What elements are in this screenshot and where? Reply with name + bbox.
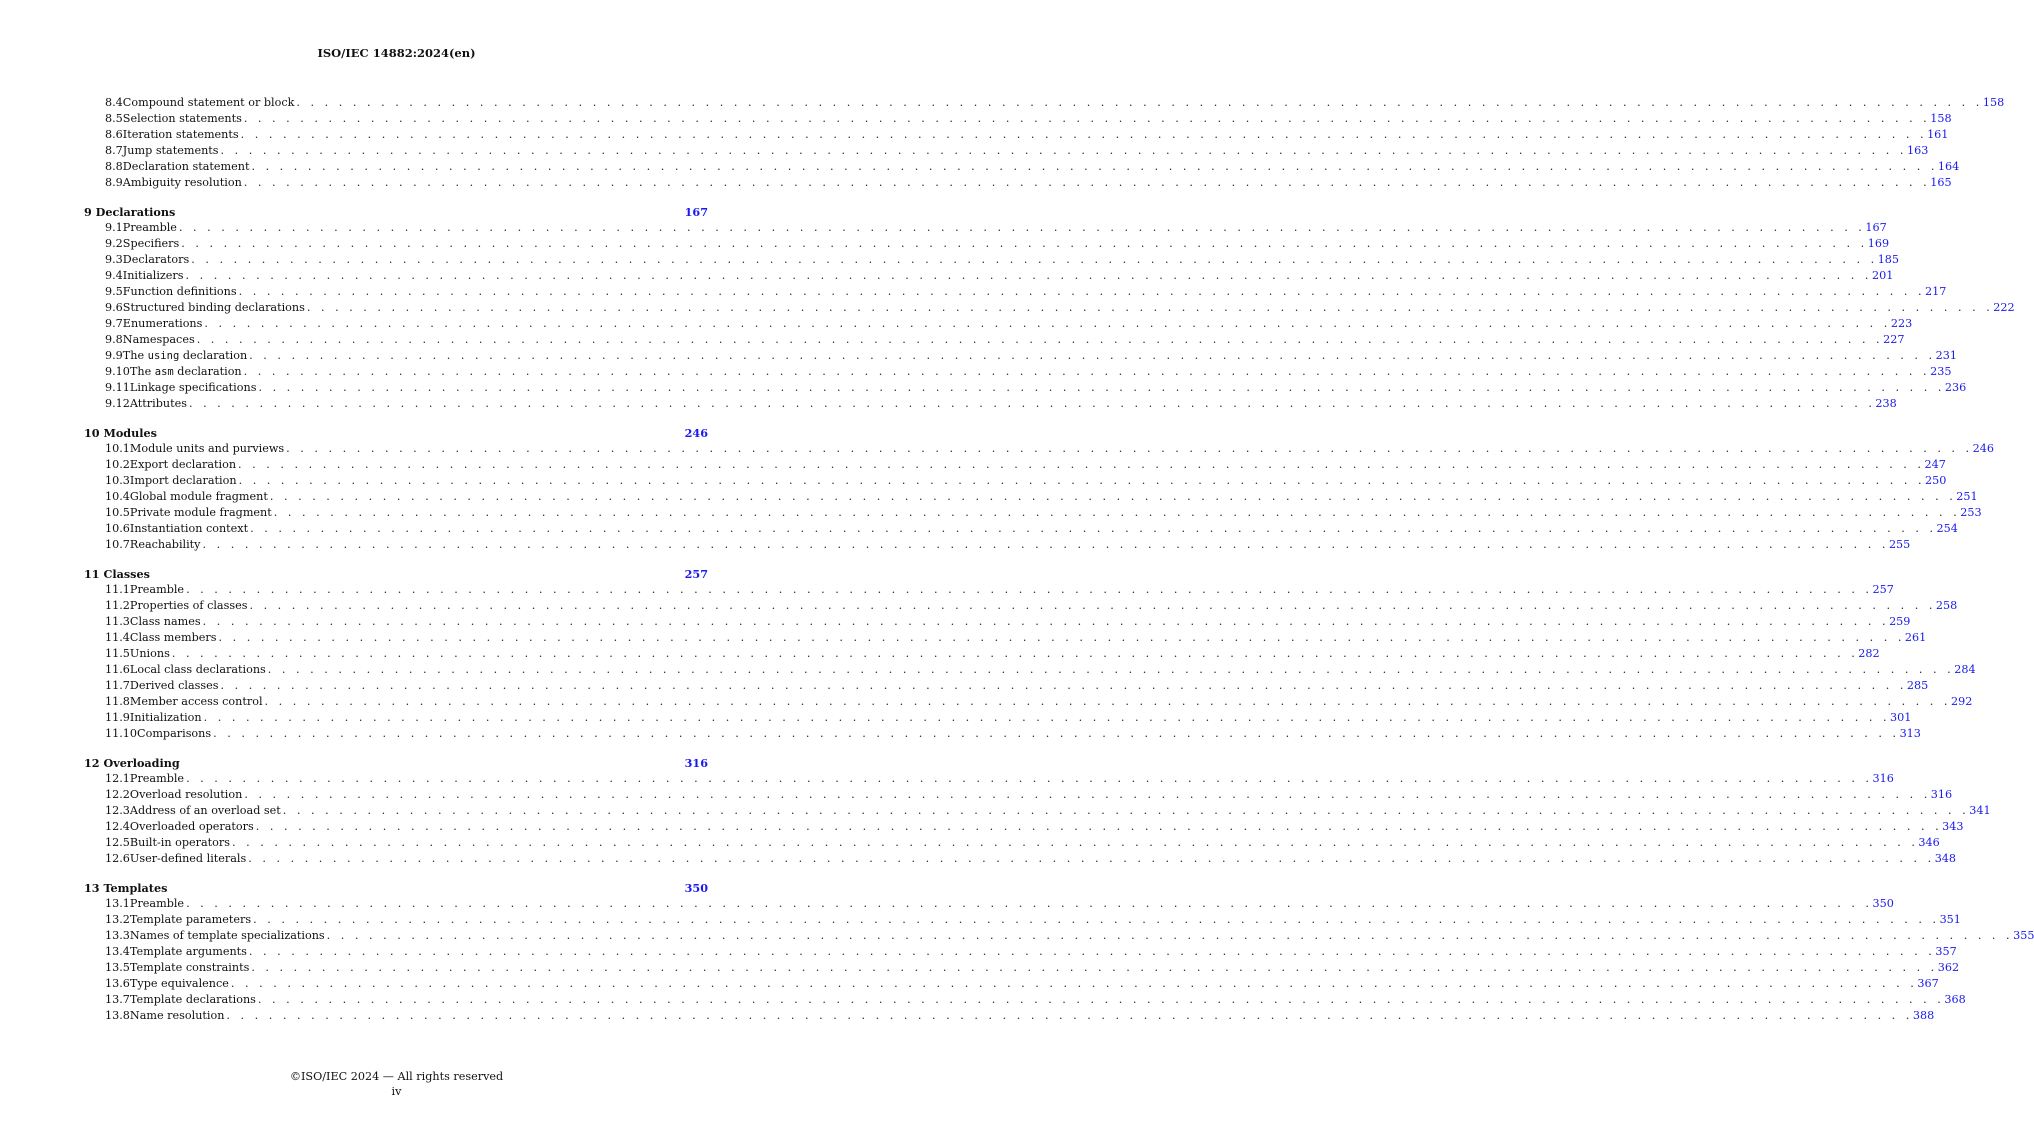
chapter-link[interactable] (84, 204, 708, 220)
toc-entry[interactable] (84, 710, 1912, 726)
section-number: 8.8 (105, 160, 123, 173)
toc-entry[interactable] (84, 143, 1929, 159)
section-number: 11.2 (105, 599, 130, 612)
section-number: 10.2 (105, 458, 130, 471)
section-title-keyword: using (147, 350, 180, 362)
section-number: 8.7 (105, 144, 123, 157)
section-number: 9.7 (105, 317, 123, 330)
section-title: Ambiguity resolution (122, 176, 242, 189)
section-number: 8.9 (105, 176, 123, 189)
section-number: 13.8 (105, 1009, 130, 1022)
section-title: Compound statement or block (122, 96, 295, 109)
page-number-link[interactable]: 362 (1937, 961, 1960, 974)
section-title: Structured binding declarations (122, 301, 305, 314)
dot-leader: . . . . . . . . . . . . . . . . . . . . . . . . . . . . . . . . . . . . . . . . . . . . . . . . . . . . . . . . . . . . . . . . . . . . . . . . . . . . . . . . . . . . . . . . . . . . . . . . . . . . . . . . . . . . . . . . . . . . . . . . (269, 490, 1957, 503)
section-number: 12.2 (105, 788, 130, 801)
section-number: 8.4 (105, 96, 123, 109)
toc-entry[interactable] (84, 284, 1947, 300)
toc-entry[interactable] (84, 646, 1880, 662)
dot-leader: . . . . . . . . . . . . . . . . . . . . . . . . . . . . . . . . . . . . . . . . . . . . . . . . . . . . . . . . . . . . . . . . . . . . . . . . . . . . . . . . . . . . . . . . . . . . . . . . . . . . . . . . . . . . . . . . . . . . . . . . (253, 913, 1940, 926)
section-number: 9.10 (105, 365, 130, 378)
section-title: Preamble (129, 897, 185, 910)
section-title-suffix: declaration (179, 349, 248, 362)
section-number: 11.10 (105, 727, 138, 740)
page-number-link[interactable]: 253 (1960, 506, 1982, 519)
dot-leader: . . . . . . . . . . . . . . . . . . . . . . . . . . . . . . . . . . . . . . . . . . . . . . . . . . . . . . . . . . . . . . . . . . . . . . . . . . . . . . . . . . . . . . . . . . . . . . . . . . . . . . . . . . . . . . . . . . . . . . . . (243, 176, 1931, 189)
toc-entry[interactable] (84, 803, 1991, 819)
chapter-title: 11 Classes (84, 567, 150, 581)
section-title: Global module fragment (129, 490, 268, 503)
toc-section (84, 880, 2034, 1024)
chapter-title: 9 Declarations (84, 205, 176, 219)
section-number: 13.2 (105, 913, 130, 926)
section-title: Template constraints (129, 961, 250, 974)
section-number: 8.6 (105, 128, 123, 141)
section-number: 13.3 (105, 929, 130, 942)
section-title: Preamble (129, 772, 185, 785)
table-of-contents (84, 95, 2034, 1037)
page-number-link[interactable]: 368 (1944, 993, 1966, 1006)
section-number: 11.9 (105, 711, 130, 724)
section-number: 13.4 (105, 945, 130, 958)
section-number: 11.6 (105, 663, 130, 676)
toc-entry[interactable] (84, 268, 1894, 284)
toc-section (84, 204, 2015, 412)
dot-leader: . . . . . . . . . . . . . . . . . . . . . . . . . . . . . . . . . . . . . . . . . . . . . . . . . . . . . . . . . . . . . . . . . . . . . . . . . . . . . . . . . . . . . . . . . . . . . . . . . . . . . . . . . . . . . . . . . . . . . . . . (181, 237, 1868, 250)
section-number: 10.3 (105, 474, 130, 487)
toc-entry[interactable] (84, 473, 1947, 489)
page-number-link[interactable]: 355 (2013, 929, 2034, 942)
chapter-page-link[interactable]: 246 (684, 426, 708, 440)
dot-leader: . . . . . . . . . . . . . . . . . . . . . . . . . . . . . . . . . . . . . . . . . . . . . . . . . . . . . . . . . . . . . . . . . . . . . . . . . . . . . . . . . . . . . . . . . . . . . . . . . . . . . . . . . . . . . . . . . . . . . . . . (191, 253, 1878, 266)
section-title: Comparisons (137, 727, 212, 740)
page-number-link[interactable]: 231 (1935, 349, 1957, 362)
page-number-link[interactable]: 201 (1871, 269, 1894, 282)
chapter-page-link[interactable]: 167 (684, 205, 708, 219)
section-title: Class members (129, 631, 217, 644)
page-number-link[interactable]: 164 (1937, 160, 1960, 173)
dot-leader: . . . . . . . . . . . . . . . . . . . . . . . . . . . . . . . . . . . . . . . . . . . . . . . . . . . . . . . . . . . . . . . . . . . . . . . . . . . . . . . . . . . . . . . . . . . . . . . . . . . . . . . . . . . . . . . . . . . . . . . . (220, 679, 1907, 692)
dot-leader: . . . . . . . . . . . . . . . . . . . . . . . . . . . . . . . . . . . . . . . . . . . . . . . . . . . . . . . . . . . . . . . . . . . . . . . . . . . . . . . . . . . . . . . . . . . . . . . . . . . . . . . . . . . . . . . . . . . . . . . . (240, 128, 1928, 141)
dot-leader: . . . . . . . . . . . . . . . . . . . . . . . . . . . . . . . . . . . . . . . . . . . . . . . . . . . . . . . . . . . . . . . . . . . . . . . . . . . . . . . . . . . . . . . . . . . . . . . . . . . . . . . . . . . . . . . . . . . . . . . . (230, 977, 1918, 990)
section-title: Declaration statement (122, 160, 250, 173)
chapter-page-link[interactable]: 316 (684, 756, 708, 770)
section-number: 11.5 (105, 647, 130, 660)
dot-leader: . . . . . . . . . . . . . . . . . . . . . . . . . . . . . . . . . . . . . . . . . . . . . . . . . . . . . . . . . . . . . . . . . . . . . . . . . . . . . . . . . . . . . . . . . . . . . . . . . . . . . . . . . . . . . . . . . . . . . . . . (204, 317, 1891, 330)
section-number: 10.6 (105, 522, 130, 535)
dot-leader: . . . . . . . . . . . . . . . . . . . . . . . . . . . . . . . . . . . . . . . . . . . . . . . . . . . . . . . . . . . . . . . . . . . . . . . . . . . . . . . . . . . . . . . . . . . . . . . . . . . . . . . . . . . . . . . . . . . . . . . . (282, 804, 1970, 817)
dot-leader: . . . . . . . . . . . . . . . . . . . . . . . . . . . . . . . . . . . . . . . . . . . . . . . . . . . . . . . . . . . . . . . . . . . . . . . . . . . . . . . . . . . . . . . . . . . . . . . . . . . . . . . . . . . . . . . . . . . . . . . . (238, 458, 1925, 471)
section-number: 12.3 (105, 804, 130, 817)
section-number: 9.3 (105, 253, 123, 266)
toc-entry[interactable] (84, 127, 1949, 143)
toc-entry[interactable] (84, 694, 1973, 710)
page-number-link[interactable]: 254 (1936, 522, 1958, 535)
dot-leader: . . . . . . . . . . . . . . . . . . . . . . . . . . . . . . . . . . . . . . . . . . . . . . . . . . . . . . . . . . . . . . . . . . . . . . . . . . . . . . . . . . . . . . . . . . . . . . . . . . . . . . . . . . . . . . . . . . . . . . . . (249, 599, 1936, 612)
toc-entry[interactable] (84, 896, 1894, 912)
toc-section (84, 755, 1991, 867)
section-number: 9.11 (105, 381, 130, 394)
section-number: 12.5 (105, 836, 130, 849)
toc-entry[interactable] (84, 614, 1911, 630)
toc-entry[interactable] (84, 236, 1890, 252)
dot-leader: . . . . . . . . . . . . . . . . . . . . . . . . . . . . . . . . . . . . . . . . . . . . . . . . . . . . . . . . . . . . . . . . . . . . . . . . . . . . . . . . . . . . . . . . . . . . . . . . . . . . . . . . . . . . . . . . . . . . . . . . (203, 711, 1891, 724)
section-number: 10.4 (105, 490, 130, 503)
section-number: 13.6 (105, 977, 130, 990)
page-number-link[interactable]: 258 (1935, 599, 1958, 612)
dot-leader: . . . . . . . . . . . . . . . . . . . . . . . . . . . . . . . . . . . . . . . . . . . . . . . . . . . . . . . . . . . . . . . . . . . . . . . . . . . . . . . . . . . . . . . . . . . . . . . . . . . . . . . . . . . . . . . . . . . . . . . . (186, 583, 1873, 596)
chapter-link[interactable] (84, 880, 708, 896)
toc-entry[interactable] (84, 300, 2015, 316)
page-number-link[interactable]: 165 (1930, 176, 1952, 189)
toc-entry[interactable] (84, 835, 1940, 851)
toc-entry[interactable] (84, 489, 1978, 505)
dot-leader: . . . . . . . . . . . . . . . . . . . . . . . . . . . . . . . . . . . . . . . . . . . . . . . . . . . . . . . . . . . . . . . . . . . . . . . . . . . . . . . . . . . . . . . . . . . . . . . . . . . . . . . . . . . . . . . . . . . . . . . . (267, 663, 1955, 676)
page-number-link[interactable]: 313 (1899, 727, 1921, 740)
page-number-link[interactable]: 348 (1934, 852, 1957, 865)
section-number: 8.5 (105, 112, 123, 125)
section-title: Type equivalence (129, 977, 229, 990)
dot-leader: . . . . . . . . . . . . . . . . . . . . . . . . . . . . . . . . . . . . . . . . . . . . . . . . . . . . . . . . . . . . . . . . . . . . . . . . . . . . . . . . . . . . . . . . . . . . . . . . . . . . . . . . . . . . . . . . . . . . . . . . (186, 897, 1873, 910)
section-title: Preamble (122, 221, 177, 234)
section-title: Iteration statements (122, 128, 239, 141)
chapter-title: 13 Templates (84, 881, 168, 895)
toc-entry[interactable] (84, 95, 2005, 111)
dot-leader: . . . . . . . . . . . . . . . . . . . . . . . . . . . . . . . . . . . . . . . . . . . . . . . . . . . . . . . . . . . . . . . . . . . . . . . . . . . . . . . . . . . . . . . . . . . . . . . . . . . . . . . . . . . . . . . . . . . . . . . . (202, 615, 1890, 628)
section-title: Initialization (129, 711, 202, 724)
dot-leader: . . . . . . . . . . . . . . . . . . . . . . . . . . . . . . . . . . . . . . . . . . . . . . . . . . . . . . . . . . . . . . . . . . . . . . . . . . . . . . . . . . . . . . . . . . . . . . . . . . . . . . . . . . . . . . . . . . . . . . . . (178, 221, 1866, 234)
page-number-link[interactable]: 292 (1950, 695, 1973, 708)
page-number-link[interactable]: 301 (1890, 711, 1912, 724)
page-number-link[interactable]: 250 (1925, 474, 1947, 487)
dot-leader: . . . . . . . . . . . . . . . . . . . . . . . . . . . . . . . . . . . . . . . . . . . . . . . . . . . . . . . . . . . . . . . . . . . . . . . . . . . . . . . . . . . . . . . . . . . . . . . . . . . . . . . . . . . . . . . . . . . . . . . . (243, 365, 1931, 378)
toc-section (84, 95, 2005, 191)
toc-entry[interactable] (84, 787, 1953, 803)
section-title: Overloaded operators (129, 820, 254, 833)
section-title-prefix: The (122, 349, 148, 362)
section-title: Function definitions (122, 285, 237, 298)
dot-leader: . . . . . . . . . . . . . . . . . . . . . . . . . . . . . . . . . . . . . . . . . . . . . . . . . . . . . . . . . . . . . . . . . . . . . . . . . . . . . . . . . . . . . . . . . . . . . . . . . . . . . . . . . . . . . . . . . . . . . . . . (248, 852, 1935, 865)
dot-leader: . . . . . . . . . . . . . . . . . . . . . . . . . . . . . . . . . . . . . . . . . . . . . . . . . . . . . . . . . . . . . . . . . . . . . . . . . . . . . . . . . . . . . . . . . . . . . . . . . . . . . . . . . . . . . . . . . . . . . . . . (306, 301, 1994, 314)
section-number: 12.1 (105, 772, 130, 785)
section-title: Names of template specializations (129, 929, 325, 942)
toc-entry[interactable] (84, 976, 1939, 992)
section-title: Module units and purviews (129, 442, 285, 455)
dot-leader: . . . . . . . . . . . . . . . . . . . . . . . . . . . . . . . . . . . . . . . . . . . . . . . . . . . . . . . . . . . . . . . . . . . . . . . . . . . . . . . . . . . . . . . . . . . . . . . . . . . . . . . . . . . . . . . . . . . . . . . . (244, 788, 1931, 801)
section-number: 9.5 (105, 285, 123, 298)
section-title: Class names (129, 615, 201, 628)
dot-leader: . . . . . . . . . . . . . . . . . . . . . . . . . . . . . . . . . . . . . . . . . . . . . . . . . . . . . . . . . . . . . . . . . . . . . . . . . . . . . . . . . . . . . . . . . . . . . . . . . . . . . . . . . . . . . . . . . . . . . . . . (251, 160, 1938, 173)
toc-entry[interactable] (84, 441, 1994, 457)
section-title: Address of an overload set (129, 804, 281, 817)
section-title (123, 348, 249, 364)
section-title: Properties of classes (129, 599, 248, 612)
toc-entry[interactable] (84, 630, 1927, 646)
section-number: 11.3 (105, 615, 130, 628)
page-number-link[interactable]: 222 (1993, 301, 2015, 314)
section-title: Initializers (122, 269, 184, 282)
page-number-link[interactable]: 341 (1969, 804, 1991, 817)
dot-leader: . . . . . . . . . . . . . . . . . . . . . . . . . . . . . . . . . . . . . . . . . . . . . . . . . . . . . . . . . . . . . . . . . . . . . . . . . . . . . . . . . . . . . . . . . . . . . . . . . . . . . . . . . . . . . . . . . . . . . . . . (196, 333, 1884, 346)
section-number: 13.1 (105, 897, 130, 910)
dot-leader: . . . . . . . . . . . . . . . . . . . . . . . . . . . . . . . . . . . . . . . . . . . . . . . . . . . . . . . . . . . . . . . . . . . . . . . . . . . . . . . . . . . . . . . . . . . . . . . . . . . . . . . . . . . . . . . . . . . . . . . . (238, 285, 1926, 298)
page-number-link[interactable]: 367 (1917, 977, 1939, 990)
dot-leader: . . . . . . . . . . . . . . . . . . . . . . . . . . . . . . . . . . . . . . . . . . . . . . . . . . . . . . . . . . . . . . . . . . . . . . . . . . . . . . . . . . . . . . . . . . . . . . . . . . . . . . . . . . . . . . . . . . . . . . . . (255, 820, 1943, 833)
page-number-link[interactable]: 284 (1954, 663, 1976, 676)
chapter-page-link[interactable]: 257 (684, 567, 708, 581)
section-title (130, 364, 244, 380)
toc-entry[interactable] (84, 111, 1952, 127)
toc-entry[interactable] (84, 396, 1897, 412)
section-title-suffix: declaration (173, 365, 242, 378)
section-title: Template declarations (129, 993, 256, 1006)
section-number: 9.2 (105, 237, 123, 250)
section-title: Unions (129, 647, 170, 660)
page-number-link[interactable]: 169 (1867, 237, 1890, 250)
page-number-link[interactable]: 246 (1972, 442, 1994, 455)
section-number: 11.4 (105, 631, 130, 644)
page-number-link[interactable]: 247 (1924, 458, 1946, 471)
section-title: Member access control (129, 695, 263, 708)
section-number: 10.1 (105, 442, 130, 455)
dot-leader: . . . . . . . . . . . . . . . . . . . . . . . . . . . . . . . . . . . . . . . . . . . . . . . . . . . . . . . . . . . . . . . . . . . . . . . . . . . . . . . . . . . . . . . . . . . . . . . . . . . . . . . . . . . . . . . . . . . . . . . . (250, 522, 1937, 535)
section-title: Preamble (129, 583, 185, 596)
section-number: 9.4 (105, 269, 123, 282)
dot-leader: . . . . . . . . . . . . . . . . . . . . . . . . . . . . . . . . . . . . . . . . . . . . . . . . . . . . . . . . . . . . . . . . . . . . . . . . . . . . . . . . . . . . . . . . . . . . . . . . . . . . . . . . . . . . . . . . . . . . . . . . (220, 144, 1907, 157)
toc-entry[interactable] (84, 912, 1961, 928)
page-number-link[interactable]: 251 (1956, 490, 1978, 503)
dot-leader: . . . . . . . . . . . . . . . . . . . . . . . . . . . . . . . . . . . . . . . . . . . . . . . . . . . . . . . . . . . . . . . . . . . . . . . . . . . . . . . . . . . . . . . . . . . . . . . . . . . . . . . . . . . . . . . . . . . . . . . . (296, 96, 1983, 109)
page-number-link[interactable]: 163 (1906, 144, 1929, 157)
toc-entry[interactable] (84, 505, 1982, 521)
dot-leader: . . . . . . . . . . . . . . . . . . . . . . . . . . . . . . . . . . . . . . . . . . . . . . . . . . . . . . . . . . . . . . . . . . . . . . . . . . . . . . . . . . . . . . . . . . . . . . . . . . . . . . . . . . . . . . . . . . . . . . . . (264, 695, 1951, 708)
toc-section (84, 566, 1976, 742)
toc-entry[interactable] (84, 175, 1952, 191)
section-title: Enumerations (122, 317, 203, 330)
section-title: Import declaration (129, 474, 237, 487)
page-number-link[interactable]: 185 (1877, 253, 1900, 266)
section-number: 13.7 (105, 993, 130, 1006)
toc-entry[interactable] (84, 1008, 1935, 1024)
page-number-link[interactable]: 285 (1906, 679, 1929, 692)
page-number-link[interactable]: 257 (1872, 583, 1894, 596)
toc-entry[interactable] (84, 819, 1964, 835)
page-number-link[interactable]: 158 (1930, 112, 1952, 125)
section-number: 9.9 (105, 349, 123, 362)
toc-entry[interactable] (84, 944, 1957, 960)
section-title: Reachability (129, 538, 201, 551)
section-title: Template arguments (129, 945, 247, 958)
toc-entry[interactable] (84, 726, 1921, 742)
dot-leader: . . . . . . . . . . . . . . . . . . . . . . . . . . . . . . . . . . . . . . . . . . . . . . . . . . . . . . . . . . . . . . . . . . . . . . . . . . . . . . . . . . . . . . . . . . . . . . . . . . . . . . . . . . . . . . . . . . . . . . . . (188, 397, 1876, 410)
dot-leader: . . . . . . . . . . . . . . . . . . . . . . . . . . . . . . . . . . . . . . . . . . . . . . . . . . . . . . . . . . . . . . . . . . . . . . . . . . . . . . . . . . . . . . . . . . . . . . . . . . . . . . . . . . . . . . . . . . . . . . . . (186, 772, 1873, 785)
page-number-link[interactable]: 261 (1904, 631, 1927, 644)
dot-leader: . . . . . . . . . . . . . . . . . . . . . . . . . . . . . . . . . . . . . . . . . . . . . . . . . . . . . . . . . . . . . . . . . . . . . . . . . . . . . . . . . . . . . . . . . . . . . . . . . . . . . . . . . . . . . . . . . . . . . . . . (248, 945, 1936, 958)
chapter-page-link[interactable]: 350 (684, 881, 708, 895)
toc-entry[interactable] (84, 316, 1913, 332)
section-number: 11.8 (105, 695, 130, 708)
page-footer (0, 1069, 793, 1099)
page-number-link[interactable]: 167 (1865, 221, 1887, 234)
section-title: Local class declarations (129, 663, 266, 676)
page-number-link[interactable]: 343 (1942, 820, 1964, 833)
page-number-link[interactable]: 351 (1939, 913, 1961, 926)
section-number: 9.8 (105, 333, 123, 346)
chapter-link[interactable] (84, 425, 708, 441)
section-number: 11.7 (105, 679, 130, 692)
page-number-link[interactable]: 350 (1872, 897, 1894, 910)
section-title: Name resolution (129, 1009, 225, 1022)
toc-entry[interactable] (84, 252, 1900, 268)
toc-entry[interactable] (84, 662, 1976, 678)
toc-entry[interactable] (84, 364, 1952, 380)
dot-leader: . . . . . . . . . . . . . . . . . . . . . . . . . . . . . . . . . . . . . . . . . . . . . . . . . . . . . . . . . . . . . . . . . . . . . . . . . . . . . . . . . . . . . . . . . . . . . . . . . . . . . . . . . . . . . . . . . . . . . . . . (243, 112, 1931, 125)
dot-leader: . . . . . . . . . . . . . . . . . . . . . . . . . . . . . . . . . . . . . . . . . . . . . . . . . . . . . . . . . . . . . . . . . . . . . . . . . . . . . . . . . . . . . . . . . . . . . . . . . . . . . . . . . . . . . . . . . . . . . . . . (238, 474, 1926, 487)
section-number: 9.6 (105, 301, 123, 314)
page-number-link[interactable]: 161 (1927, 128, 1949, 141)
section-number: 12.4 (105, 820, 130, 833)
section-title: Built-in operators (129, 836, 230, 849)
toc-entry[interactable] (84, 771, 1894, 787)
section-title: Linkage specifications (129, 381, 257, 394)
page-number: iv (391, 1085, 402, 1098)
section-number: 11.1 (105, 583, 130, 596)
toc-entry[interactable] (84, 537, 1911, 553)
dot-leader: . . . . . . . . . . . . . . . . . . . . . . . . . . . . . . . . . . . . . . . . . . . . . . . . . . . . . . . . . . . . . . . . . . . . . . . . . . . . . . . . . . . . . . . . . . . . . . . . . . . . . . . . . . . . . . . . . . . . . . . . (249, 349, 1936, 362)
section-title: Export declaration (129, 458, 237, 471)
toc-entry[interactable] (84, 521, 1958, 537)
chapter-link[interactable] (84, 755, 708, 771)
section-title: Declarators (122, 253, 190, 266)
section-title: Attributes (129, 397, 187, 410)
toc-entry[interactable] (84, 928, 2034, 944)
section-title: Instantiation context (129, 522, 249, 535)
page-number-link[interactable]: 236 (1944, 381, 1967, 394)
dot-leader: . . . . . . . . . . . . . . . . . . . . . . . . . . . . . . . . . . . . . . . . . . . . . . . . . . . . . . . . . . . . . . . . . . . . . . . . . . . . . . . . . . . . . . . . . . . . . . . . . . . . . . . . . . . . . . . . . . . . . . . . (326, 929, 2014, 942)
page-number-link[interactable]: 282 (1858, 647, 1880, 660)
section-title-prefix: The (129, 365, 155, 378)
section-title: Selection statements (122, 112, 242, 125)
page-number-link[interactable]: 357 (1935, 945, 1957, 958)
page-number-link[interactable]: 316 (1930, 788, 1953, 801)
section-number: 10.7 (105, 538, 130, 551)
chapter-title: 10 Modules (84, 426, 157, 440)
dot-leader: . . . . . . . . . . . . . . . . . . . . . . . . . . . . . . . . . . . . . . . . . . . . . . . . . . . . . . . . . . . . . . . . . . . . . . . . . . . . . . . . . . . . . . . . . . . . . . . . . . . . . . . . . . . . . . . . . . . . . . . . (257, 993, 1945, 1006)
page-number-link[interactable]: 388 (1912, 1009, 1935, 1022)
dot-leader: . . . . . . . . . . . . . . . . . . . . . . . . . . . . . . . . . . . . . . . . . . . . . . . . . . . . . . . . . . . . . . . . . . . . . . . . . . . . . . . . . . . . . . . . . . . . . . . . . . . . . . . . . . . . . . . . . . . . . . . . (171, 647, 1859, 660)
toc-entry[interactable] (84, 582, 1894, 598)
page-number-link[interactable]: 259 (1889, 615, 1911, 628)
toc-entry[interactable] (84, 220, 1887, 236)
toc-section (84, 425, 1994, 553)
toc-entry[interactable] (84, 159, 1960, 175)
chapter-link[interactable] (84, 566, 708, 582)
dot-leader: . . . . . . . . . . . . . . . . . . . . . . . . . . . . . . . . . . . . . . . . . . . . . . . . . . . . . . . . . . . . . . . . . . . . . . . . . . . . . . . . . . . . . . . . . . . . . . . . . . . . . . . . . . . . . . . . . . . . . . . . (251, 961, 1938, 974)
section-title: Namespaces (122, 333, 195, 346)
section-title: User-defined literals (129, 852, 247, 865)
page-number-link[interactable]: 316 (1872, 772, 1894, 785)
section-title: Specifiers (122, 237, 180, 250)
copyright-notice: ©ISO/IEC 2024 — All rights reserved (289, 1070, 504, 1083)
page-number-link[interactable]: 255 (1888, 538, 1911, 551)
dot-leader: . . . . . . . . . . . . . . . . . . . . . . . . . . . . . . . . . . . . . . . . . . . . . . . . . . . . . . . . . . . . . . . . . . . . . . . . . . . . . . . . . . . . . . . . . . . . . . . . . . . . . . . . . . . . . . . . . . . . . . . . (273, 506, 1961, 519)
toc-entry[interactable] (84, 380, 1967, 396)
section-number: 12.6 (105, 852, 130, 865)
page-number-link[interactable]: 223 (1890, 317, 1913, 330)
dot-leader: . . . . . . . . . . . . . . . . . . . . . . . . . . . . . . . . . . . . . . . . . . . . . . . . . . . . . . . . . . . . . . . . . . . . . . . . . . . . . . . . . . . . . . . . . . . . . . . . . . . . . . . . . . . . . . . . . . . . . . . . (226, 1009, 1913, 1022)
section-number: 13.5 (105, 961, 130, 974)
document-header: ISO/IEC 14882:2024(en) (317, 46, 476, 60)
dot-leader: . . . . . . . . . . . . . . . . . . . . . . . . . . . . . . . . . . . . . . . . . . . . . . . . . . . . . . . . . . . . . . . . . . . . . . . . . . . . . . . . . . . . . . . . . . . . . . . . . . . . . . . . . . . . . . . . . . . . . . . . (185, 269, 1872, 282)
dot-leader: . . . . . . . . . . . . . . . . . . . . . . . . . . . . . . . . . . . . . . . . . . . . . . . . . . . . . . . . . . . . . . . . . . . . . . . . . . . . . . . . . . . . . . . . . . . . . . . . . . . . . . . . . . . . . . . . . . . . . . . . (218, 631, 1905, 644)
page-number-link[interactable]: 346 (1918, 836, 1940, 849)
section-title: Derived classes (129, 679, 219, 692)
dot-leader: . . . . . . . . . . . . . . . . . . . . . . . . . . . . . . . . . . . . . . . . . . . . . . . . . . . . . . . . . . . . . . . . . . . . . . . . . . . . . . . . . . . . . . . . . . . . . . . . . . . . . . . . . . . . . . . . . . . . . . . . (286, 442, 1973, 455)
page-number-link[interactable]: 235 (1930, 365, 1952, 378)
section-title: Template parameters (129, 913, 252, 926)
section-number: 10.5 (105, 506, 130, 519)
toc-entry[interactable] (84, 992, 1966, 1008)
chapter-title: 12 Overloading (84, 756, 180, 770)
dot-leader: . . . . . . . . . . . . . . . . . . . . . . . . . . . . . . . . . . . . . . . . . . . . . . . . . . . . . . . . . . . . . . . . . . . . . . . . . . . . . . . . . . . . . . . . . . . . . . . . . . . . . . . . . . . . . . . . . . . . . . . . (202, 538, 1889, 551)
toc-entry[interactable] (84, 457, 1946, 473)
dot-leader: . . . . . . . . . . . . . . . . . . . . . . . . . . . . . . . . . . . . . . . . . . . . . . . . . . . . . . . . . . . . . . . . . . . . . . . . . . . . . . . . . . . . . . . . . . . . . . . . . . . . . . . . . . . . . . . . . . . . . . . . (258, 381, 1945, 394)
dot-leader: . . . . . . . . . . . . . . . . . . . . . . . . . . . . . . . . . . . . . . . . . . . . . . . . . . . . . . . . . . . . . . . . . . . . . . . . . . . . . . . . . . . . . . . . . . . . . . . . . . . . . . . . . . . . . . . . . . . . . . . . (231, 836, 1919, 849)
page-number-link[interactable]: 217 (1925, 285, 1947, 298)
toc-entry[interactable] (84, 332, 1905, 348)
section-number: 9.12 (105, 397, 130, 410)
toc-entry[interactable] (84, 851, 1957, 867)
section-title: Overload resolution (129, 788, 243, 801)
page-number-link[interactable]: 238 (1875, 397, 1897, 410)
toc-entry[interactable] (84, 678, 1929, 694)
section-number: 9.1 (105, 221, 123, 234)
dot-leader: . . . . . . . . . . . . . . . . . . . . . . . . . . . . . . . . . . . . . . . . . . . . . . . . . . . . . . . . . . . . . . . . . . . . . . . . . . . . . . . . . . . . . . . . . . . . . . . . . . . . . . . . . . . . . . . . . . . . . . . . (213, 727, 1900, 740)
toc-entry[interactable] (84, 598, 1958, 614)
toc-entry[interactable] (84, 348, 1957, 364)
section-title: Jump statements (122, 144, 219, 157)
page-number-link[interactable]: 227 (1883, 333, 1905, 346)
page-number-link[interactable]: 158 (1982, 96, 2005, 109)
section-title: Private module fragment (129, 506, 272, 519)
section-title-keyword: asm (154, 366, 174, 378)
toc-entry[interactable] (84, 960, 1960, 976)
